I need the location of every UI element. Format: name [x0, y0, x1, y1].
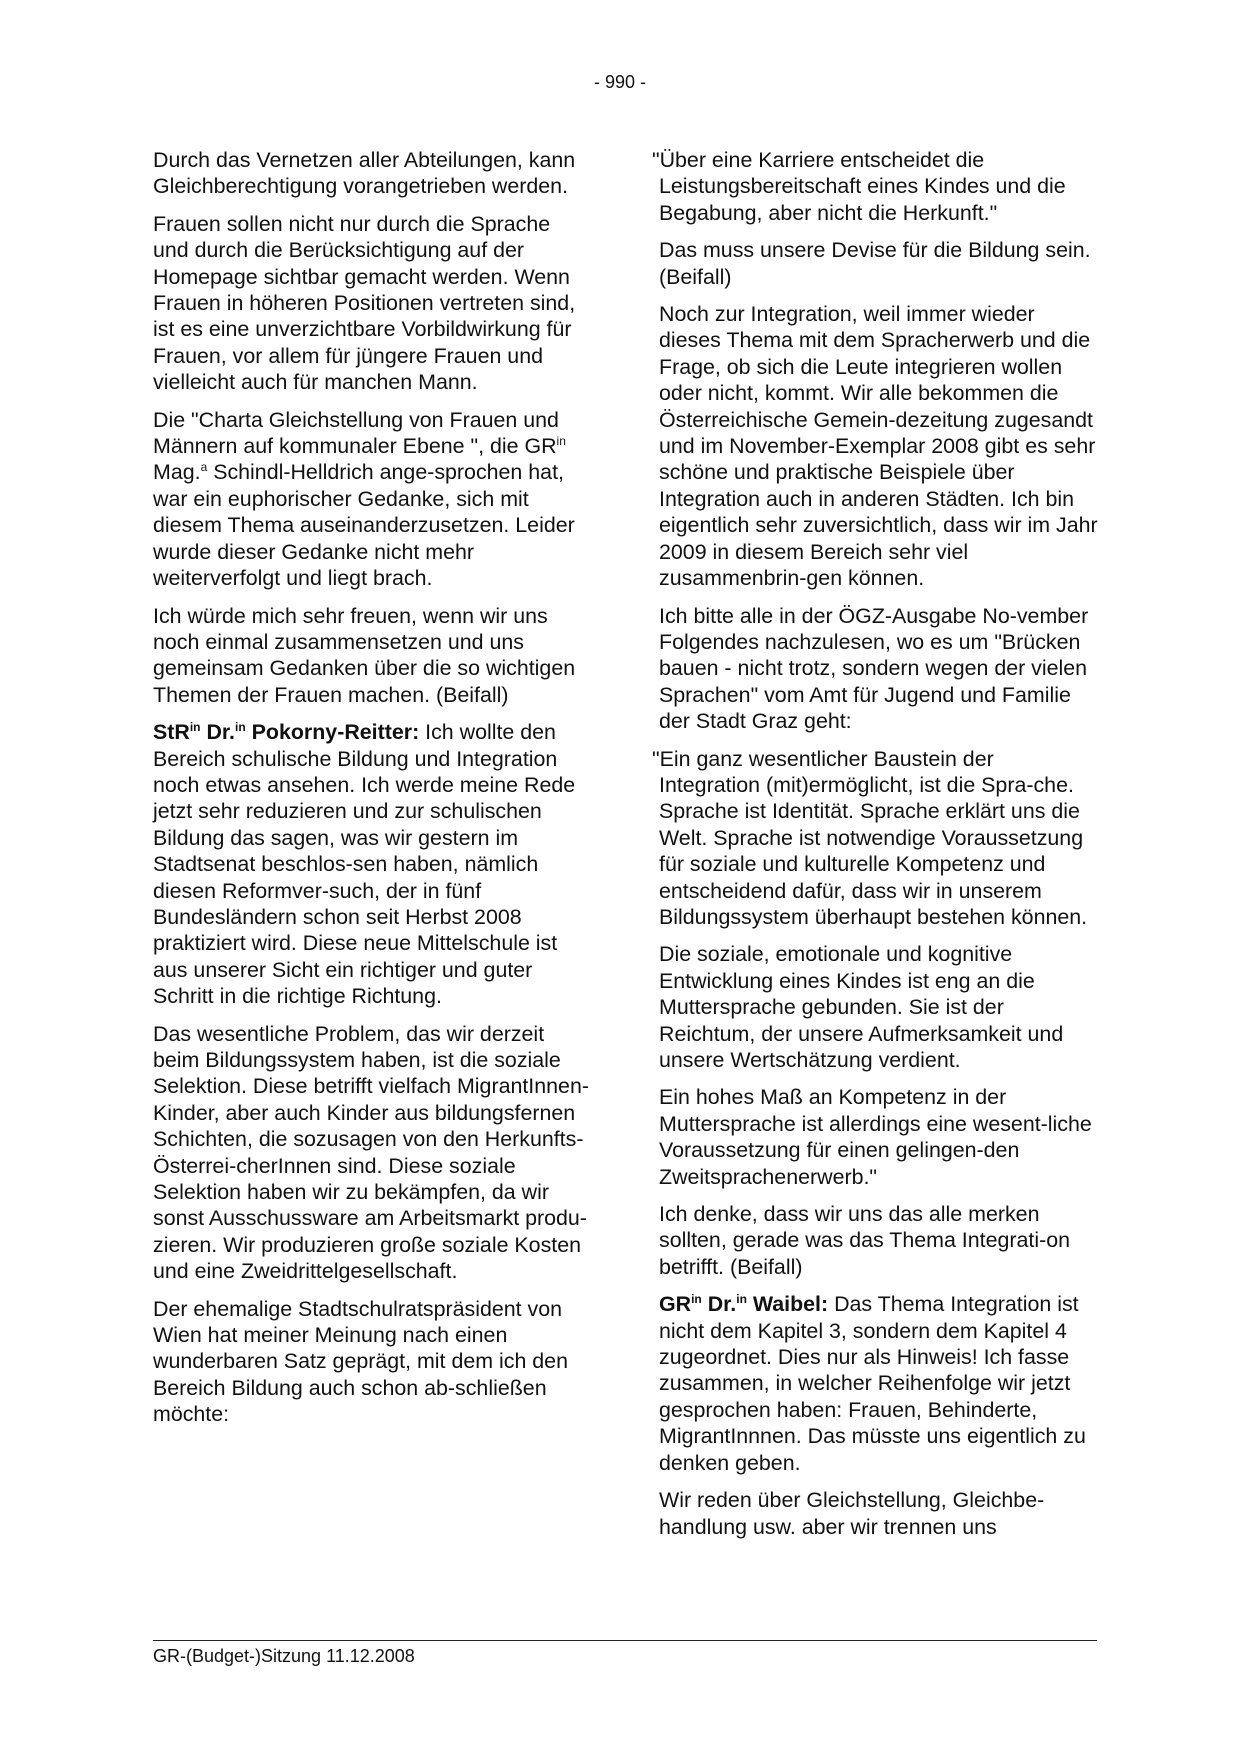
paragraph: Noch zur Integration, weil immer wieder dieses Thema mit dem Spracherwerb und die Frage, ob sich die Leute integrieren wollen oder nicht, kommt. Wir alle bekommen die Österreichische Gemein-dezeitung zugesandt und im November-Exemplar 2008 gibt es sehr schöne und praktische Beispiele über Integration auch in anderen Städten. Ich bin eigentlich sehr zuversichtlich, dass wir im Jahr 2009 in diesem Bereich sehr viel zusammenbrin-gen können.	[659, 302, 1098, 591]
paragraph: Das wesentliche Problem, das wir derzeit beim Bildungssystem haben, ist die soziale Selektion. Diese betrifft vielfach MigrantInnen-Kinder, aber auch Kinder aus bildungsfernen Schichten, die sozusagen von den Herkunfts-Österrei-cherInnen sind. Diese soziale Selektion haben wir zu bekämpfen, da wir sonst Ausschussware am Arbeitsmarkt produ-zieren. Wir produzieren große soziale Kosten und eine Zweidrittelgesellschaft.	[153, 1021, 589, 1284]
speaker-name: $GR^{in}$ Dr.$^{in}$ Waibel:	[659, 1292, 829, 1317]
paragraph: Ich würde mich sehr freuen, wenn wir uns noch einmal zusammensetzen und uns gemeinsam Gedanken über die so wichtigen Themen der Frauen machen. (Beifall)	[153, 603, 576, 707]
paragraph: Ich denke, dass wir uns das alle merken sollten, gerade was das Thema Integrati-on betrifft. (Beifall)	[659, 1202, 1071, 1279]
speaker-name: StR$^{in}$ Dr.$^{in}$ Pokorny-Reitter:	[153, 720, 420, 745]
paragraph: Wir reden über Gleichstellung, Gleichbe-handlung usw. aber wir trennen uns	[659, 1488, 1045, 1539]
speaker-paragraph: StR$^{in}$ Dr.$^{in}$ Pokorny-Reitter: Ich wollte den Bereich schulische Bildung und Integration noch etwas ansehen. Ich werde meine Rede jetzt sehr reduzieren und zur schulischen Bildung das sagen, was wir gestern im Stadtsenat beschlos-sen haben, nämlich diesen Reformver-such, der in fünf Bundesländern schon seit Herbst 2008 praktiziert wird. Diese neue Mittelschule ist aus unserer Sicht ein richtiger und guter Schritt in die richtige Richtung.	[153, 720, 576, 1009]
paragraph: Ein hohes Maß an Kompetenz in der Muttersprache ist allerdings eine wesent-liche Voraussetzung für einen gelingen-den Zweitsprachenerwerb."	[659, 1085, 1092, 1189]
paragraph: Der ehemalige Stadtschulratspräsident von Wien hat meiner Meinung nach einen wunderbaren Satz geprägt, mit dem ich den Bereich Bildung auch schon ab-schließen möchte:	[153, 1296, 568, 1427]
paragraph: Die soziale, emotionale und kognitive Entwicklung eines Kindes ist eng an die Muttersprache gebunden. Sie ist der Reichtum, der unsere Aufmerksamkeit und unsere Wertschätzung verdient.	[659, 942, 1064, 1072]
footer: GR-(Budget-)Sitzung 11.12.2008	[153, 1646, 415, 1666]
right-column	[652, 147, 1099, 1551]
paragraph: Ich bitte alle in der ÖGZ-Ausgabe No-vember Folgendes nachzulesen, wo es um "Brücken bauen - nicht trotz, sondern wegen der vielen Sprachen" vom Amt für Jugend und Familie der Stadt Graz geht:	[659, 603, 1089, 734]
paragraph: Das muss unsere Devise für die Bildung sein. (Beifall)	[659, 238, 1091, 289]
paragraph: Durch das Vernetzen aller Abteilungen, kann Gleichberechtigung vorangetrieben werden.	[153, 148, 576, 199]
footer-divider	[153, 1640, 1097, 1641]
paragraph: Die "Charta Gleichstellung von Frauen und Männern auf kommunaler Ebene ", die $GR^{in}$ Mag.$^a$ Schindl-Helldrich ange-sprochen hat, war ein euphorischer Gedanke, sich mit diesem Thema auseinanderzusetzen. Leider wurde dieser Gedanke nicht mehr weiterverfolgt und liegt brach.	[153, 407, 575, 591]
page-number: - 990 -	[593, 72, 647, 92]
quote-paragraph: "Ein ganz wesentlicher Baustein der Integration (mit)ermöglicht, ist die Spra-che. Sprache ist Identität. Sprache erklärt uns die Welt. Sprache ist notwendige Voraussetzung für soziale und kulturelle Kompetenz und entscheidend dafür, dass wir in unserem Bildungssystem überhaupt bestehen können.	[652, 746, 1088, 929]
paragraph: Frauen sollen nicht nur durch die Sprache und durch die Berücksichtigung auf der Homepage sichtbar gemacht werden. Wenn Frauen in höheren Positionen vertreten sind, ist es eine unverzichtbare Vorbildwirkung für Frauen, vor allem für jüngere Frauen und vielleicht auch für manchen Mann.	[153, 211, 576, 395]
left-column	[153, 147, 589, 1439]
quote-paragraph: "Über eine Karriere entscheidet die Leistungsbereitschaft eines Kindes und die Begabung, aber nicht die Herkunft."	[652, 148, 1066, 225]
speaker-paragraph: $GR^{in}$ Dr.$^{in}$ Waibel: Das Thema Integration ist nicht dem Kapitel 3, sondern dem Kapitel 4 zugeordnet. Dies nur als Hinweis! Ich fasse zusammen, in welcher Reihenfolge wir jetzt gesprochen haben: Frauen, Behinderte, MigrantInnnen. Das müsste uns eigentlich zu denken geben.	[659, 1292, 1086, 1475]
